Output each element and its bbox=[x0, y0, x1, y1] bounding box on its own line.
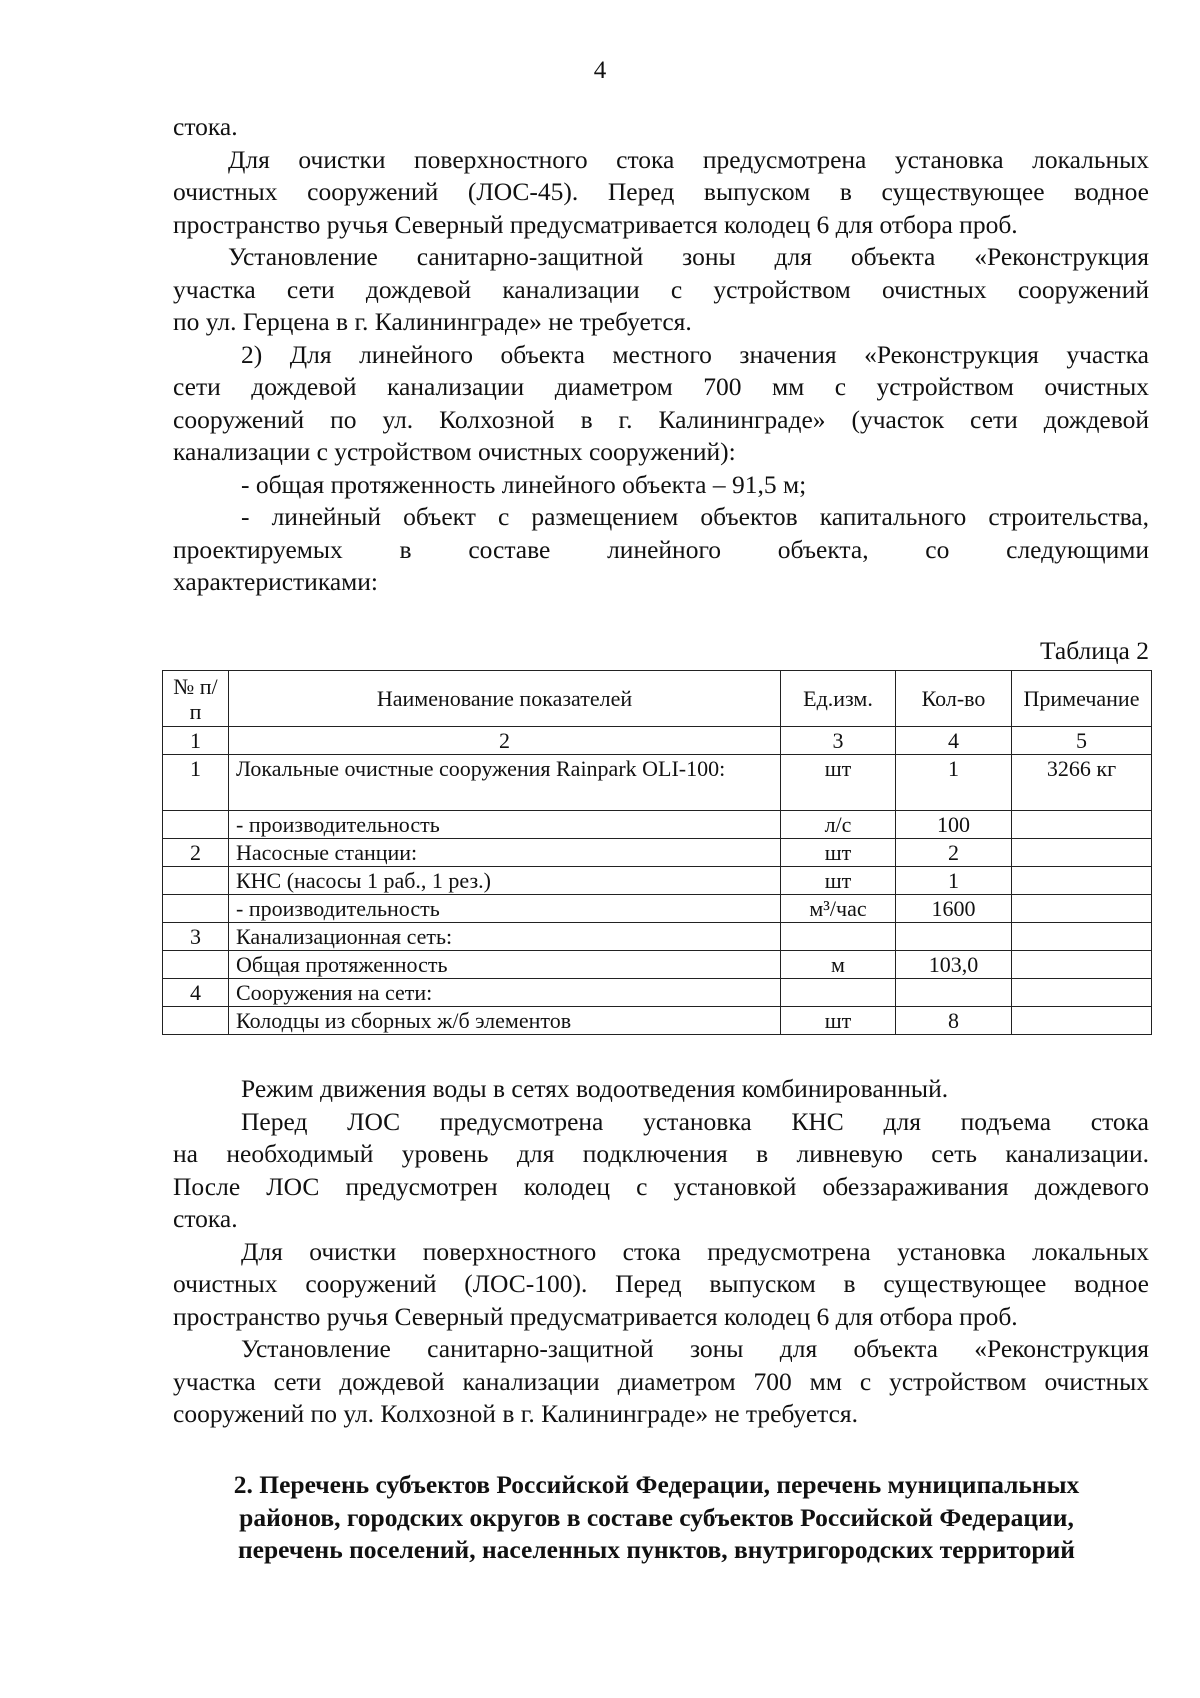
row-name: Сооружения на сети: bbox=[229, 979, 781, 1007]
row-unit bbox=[781, 923, 896, 951]
text-line: Режим движения воды в сетях водоотведения комбинированный. bbox=[241, 1074, 949, 1103]
text-line: стока. bbox=[173, 1204, 238, 1233]
text-line: проектируемых в составе линейного объекта, со следующими bbox=[173, 534, 1149, 564]
text-line: пространство ручья Северный предусматривается колодец 6 для отбора проб. bbox=[173, 209, 1018, 239]
table-row bbox=[163, 755, 1152, 811]
row-unit bbox=[781, 979, 896, 1007]
text-line: Для очистки поверхностного стока предусмотрена установка локальных bbox=[228, 144, 1149, 174]
text-line: 2) Для линейного объекта местного значения «Реконструкция участка bbox=[241, 339, 1149, 369]
column-number: 2 bbox=[229, 727, 781, 755]
table-numbering-row bbox=[163, 727, 1152, 755]
row-quantity: 103,0 bbox=[896, 951, 1012, 979]
row-quantity: 2 bbox=[896, 839, 1012, 867]
header-quantity: Кол-во bbox=[896, 671, 1012, 727]
row-number bbox=[163, 867, 229, 895]
row-number: 3 bbox=[163, 923, 229, 951]
header-number: № п/п bbox=[163, 671, 229, 727]
row-name: - производительность bbox=[229, 811, 781, 839]
text-line: характеристиками: bbox=[173, 567, 379, 596]
text-line: - общая протяженность линейного объекта – 91,5 м; bbox=[241, 469, 807, 499]
table-row bbox=[163, 839, 1152, 867]
text-line: стока. bbox=[173, 112, 238, 141]
row-quantity bbox=[896, 923, 1012, 951]
column-number: 4 bbox=[896, 727, 1012, 755]
text-line: Перед ЛОС предусмотрена установка КНС для подъема стока bbox=[241, 1106, 1149, 1136]
table-row bbox=[163, 867, 1152, 895]
table-row bbox=[163, 979, 1152, 1007]
row-unit: шт bbox=[781, 867, 896, 895]
row-number bbox=[163, 951, 229, 979]
text-line: на необходимый уровень для подключения в ливневую сеть канализации. bbox=[173, 1139, 1149, 1168]
row-name: Насосные станции: bbox=[229, 839, 781, 867]
page-number: 4 bbox=[593, 57, 607, 84]
row-number: 1 bbox=[163, 755, 229, 811]
column-number: 5 bbox=[1012, 727, 1152, 755]
row-name: Колодцы из сборных ж/б элементов bbox=[229, 1007, 781, 1035]
row-name: - производительность bbox=[229, 895, 781, 923]
heading-line: 2. Перечень субъектов Российской Федерации, перечень муниципальных bbox=[233, 1470, 1080, 1499]
header-note: Примечание bbox=[1012, 671, 1152, 727]
text-line: - линейный объект с размещением объектов капитального строительства, bbox=[241, 502, 1149, 531]
heading-line: перечень поселений, населенных пунктов, внутригородских территорий bbox=[237, 1535, 1075, 1564]
row-note bbox=[1012, 839, 1152, 867]
row-note bbox=[1012, 895, 1152, 923]
row-note bbox=[1012, 979, 1152, 1007]
text-line: канализации с устройством очистных сооружений): bbox=[173, 437, 736, 466]
table-row bbox=[163, 811, 1152, 839]
text-line: очистных сооружений (ЛОС-100). Перед выпуском в существующее водное bbox=[173, 1269, 1149, 1298]
text-line: Установление санитарно-защитной зоны для объекта «Реконструкция bbox=[228, 242, 1149, 271]
heading-line: районов, городских округов в составе субъектов Российской Федерации, bbox=[239, 1502, 1074, 1532]
column-number: 3 bbox=[781, 727, 896, 755]
text-line: очистных сооружений (ЛОС-45). Перед выпуском в существующее водное bbox=[173, 177, 1149, 206]
row-name: Локальные очистные сооружения Rainpark OLI-100: bbox=[229, 755, 781, 811]
table-row bbox=[163, 895, 1152, 923]
text-line: сети дождевой канализации диаметром 700 мм с устройством очистных bbox=[173, 372, 1149, 401]
row-unit: шт bbox=[781, 1007, 896, 1035]
table-row bbox=[163, 923, 1152, 951]
section-heading bbox=[162, 1469, 1151, 1567]
row-quantity: 1 bbox=[896, 867, 1012, 895]
row-unit: м bbox=[781, 951, 896, 979]
table-header-row bbox=[163, 671, 1152, 727]
header-name: Наименование показателей bbox=[229, 671, 781, 727]
row-number bbox=[163, 811, 229, 839]
table-row bbox=[163, 1007, 1152, 1035]
row-unit: л/с bbox=[781, 811, 896, 839]
row-unit: м³/час bbox=[781, 895, 896, 923]
row-number: 4 bbox=[163, 979, 229, 1007]
text-line: участка сети дождевой канализации с устройством очистных сооружений bbox=[173, 274, 1149, 304]
row-name: Канализационная сеть: bbox=[229, 923, 781, 951]
text-line: участка сети дождевой канализации диаметром 700 мм с устройством очистных bbox=[173, 1366, 1149, 1396]
row-note bbox=[1012, 867, 1152, 895]
text-line: по ул. Герцена в г. Калининграде» не требуется. bbox=[173, 307, 692, 336]
table-row bbox=[163, 951, 1152, 979]
row-number: 2 bbox=[163, 839, 229, 867]
row-unit: шт bbox=[781, 755, 896, 811]
row-quantity bbox=[896, 979, 1012, 1007]
row-note bbox=[1012, 951, 1152, 979]
row-unit: шт bbox=[781, 839, 896, 867]
text-line: сооружений по ул. Колхозной в г. Калининграде» не требуется. bbox=[173, 1399, 859, 1428]
row-quantity: 100 bbox=[896, 811, 1012, 839]
row-quantity: 1 bbox=[896, 755, 1012, 811]
row-quantity: 1600 bbox=[896, 895, 1012, 923]
row-name: Общая протяженность bbox=[229, 951, 781, 979]
text-line: Для очистки поверхностного стока предусмотрена установка локальных bbox=[241, 1236, 1149, 1266]
row-note bbox=[1012, 1007, 1152, 1035]
row-quantity: 8 bbox=[896, 1007, 1012, 1035]
row-name: КНС (насосы 1 раб., 1 рез.) bbox=[229, 867, 781, 895]
text-line: После ЛОС предусмотрен колодец с установкой обеззараживания дождевого bbox=[173, 1171, 1149, 1201]
text-line: пространство ручья Северный предусматривается колодец 6 для отбора проб. bbox=[173, 1301, 1018, 1331]
row-note: 3266 кг bbox=[1012, 755, 1152, 811]
column-number: 1 bbox=[163, 727, 229, 755]
row-number bbox=[163, 1007, 229, 1035]
header-unit: Ед.изм. bbox=[781, 671, 896, 727]
row-note bbox=[1012, 923, 1152, 951]
text-line: сооружений по ул. Колхозной в г. Калининграде» (участок сети дождевой bbox=[173, 404, 1149, 434]
text-line: Установление санитарно-защитной зоны для объекта «Реконструкция bbox=[241, 1334, 1149, 1363]
row-number bbox=[163, 895, 229, 923]
specs-table bbox=[162, 670, 1152, 1035]
table-caption: Таблица 2 bbox=[1039, 636, 1149, 665]
row-note bbox=[1012, 811, 1152, 839]
